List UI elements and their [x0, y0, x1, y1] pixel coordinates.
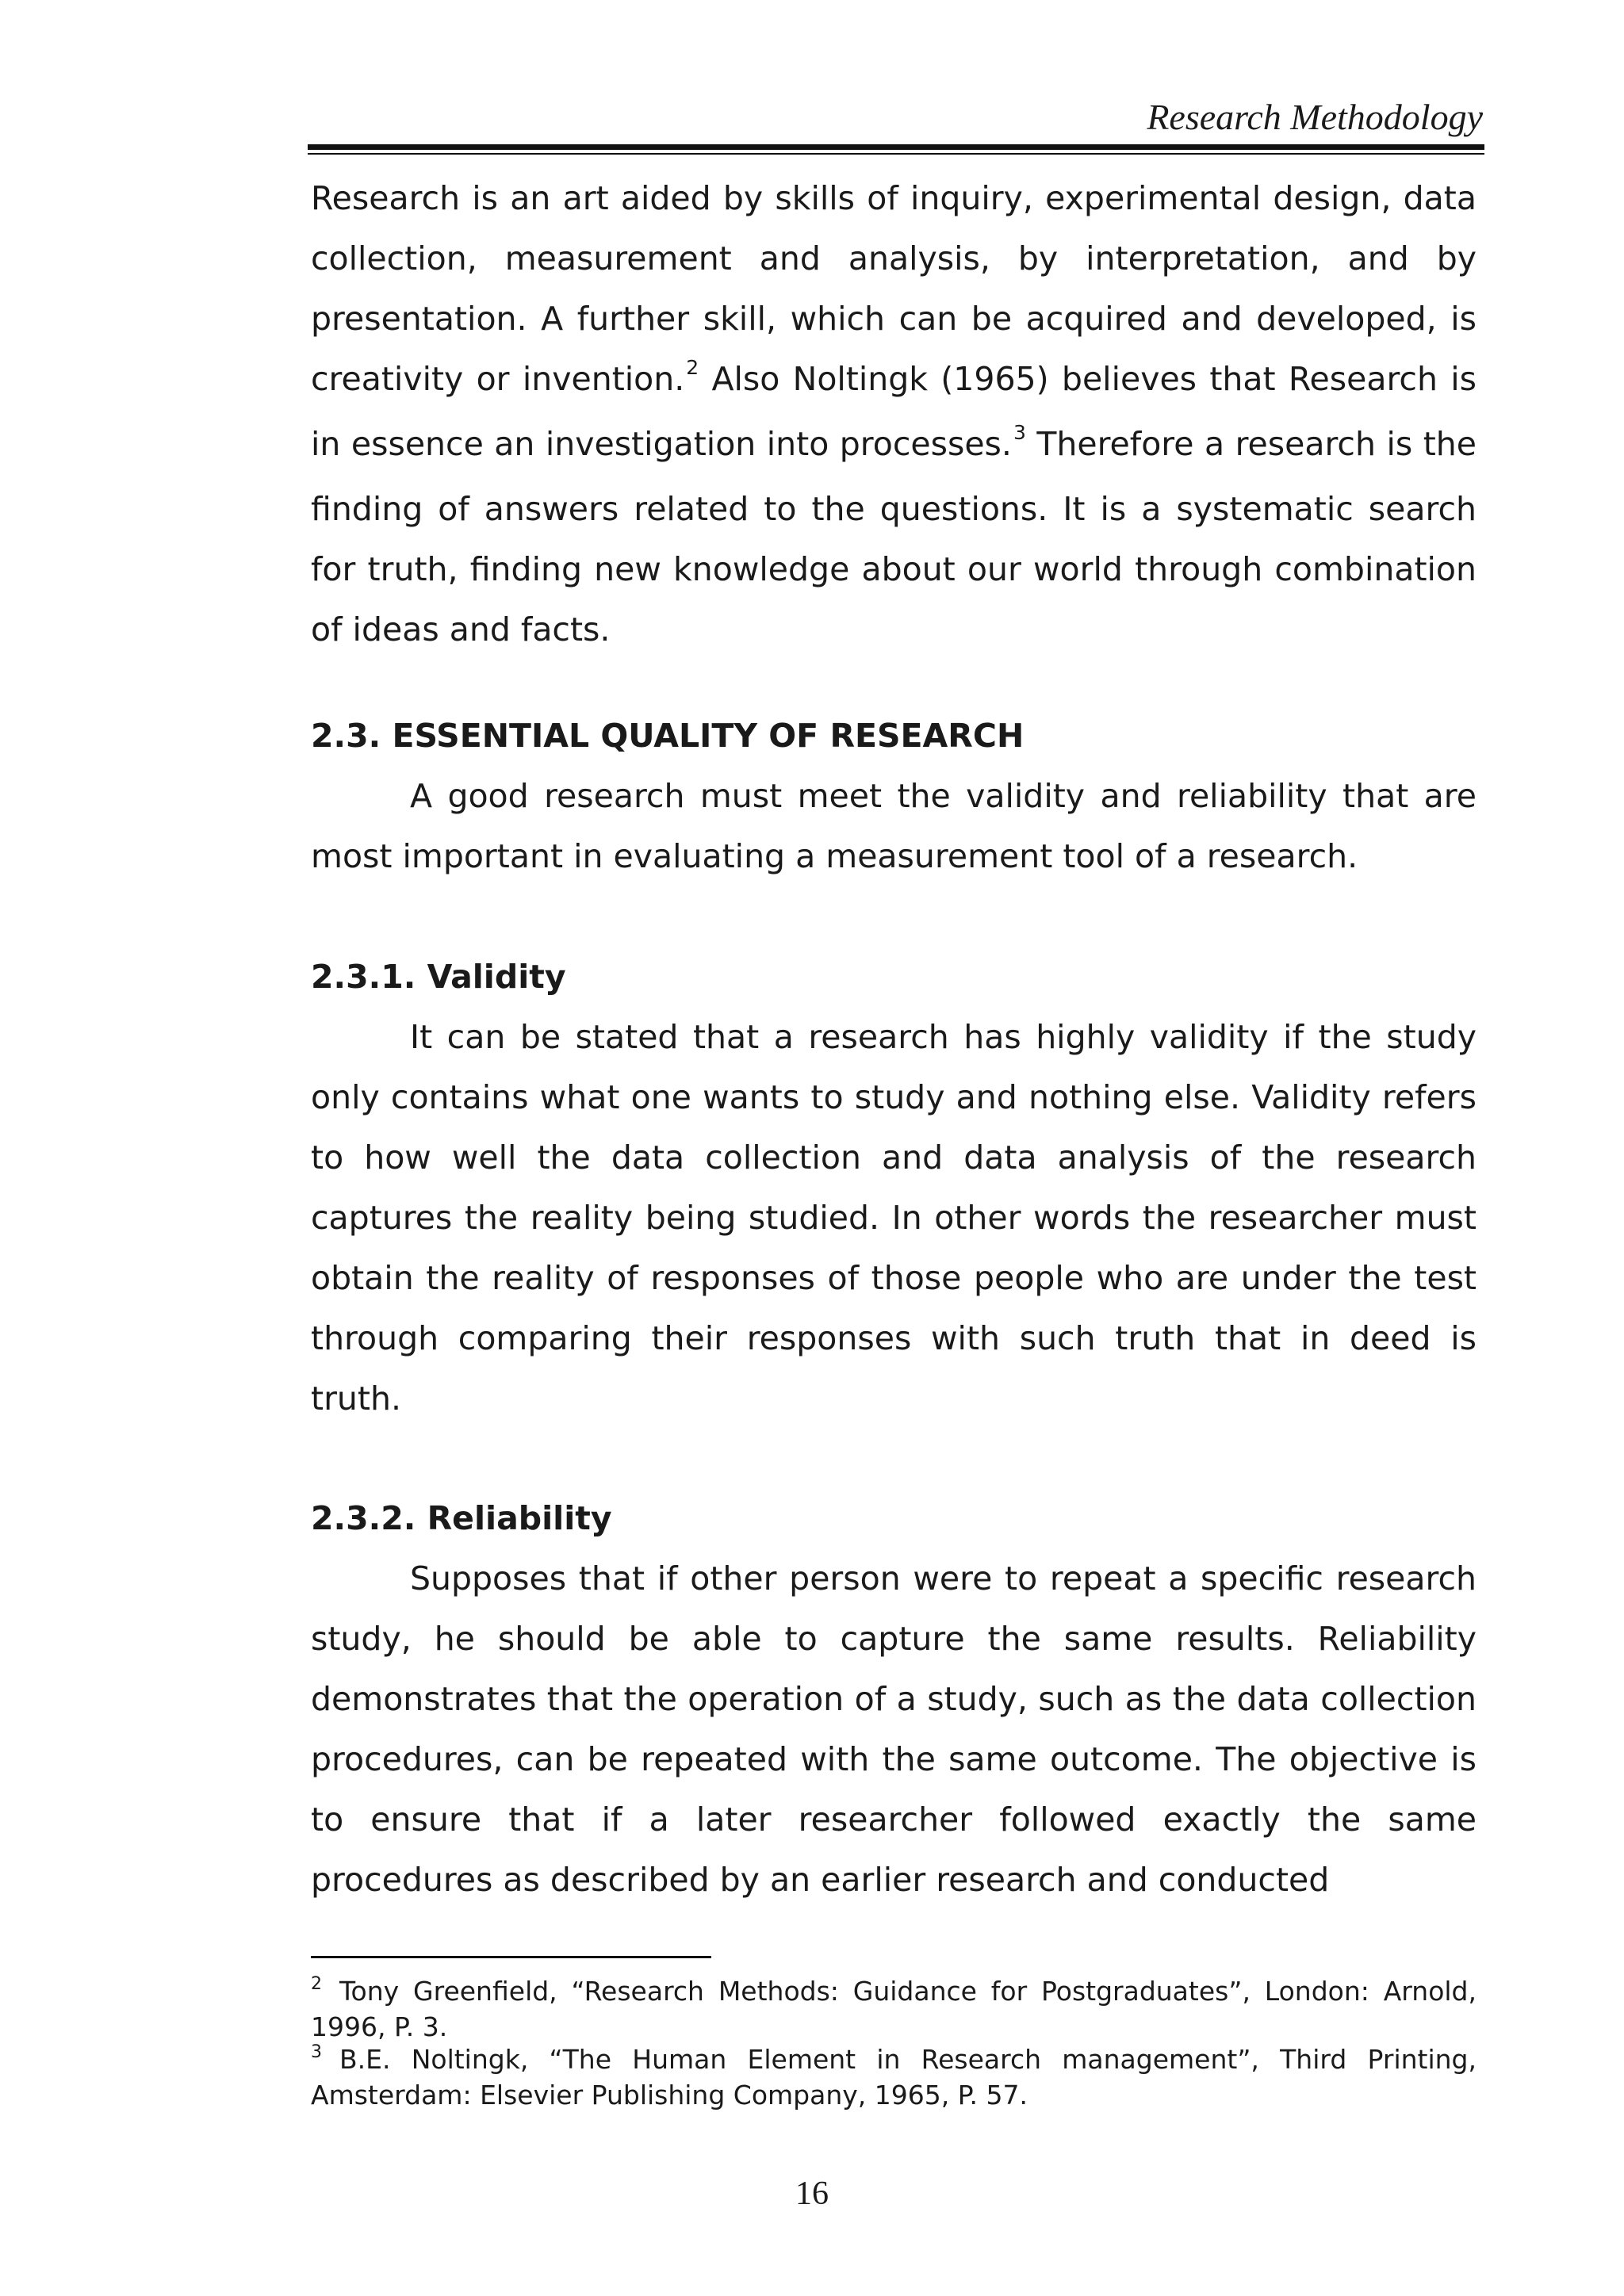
footnote-mark: 2	[311, 1974, 322, 1994]
section-paragraph: A good research must meet the validity and reliability that are most important in evaluating a measurement tool of a research.	[311, 777, 1477, 875]
footnote-2	[311, 1976, 1477, 2043]
intro-text-part2: Also Noltingk (1965) believes that Research is in essence an investigation into processes.	[311, 360, 1477, 463]
footnote-mark: 3	[311, 2042, 322, 2062]
section-heading: 2.3. ESSENTIAL QUALITY OF RESEARCH	[311, 717, 1025, 755]
validity-paragraph: It can be stated that a research has highly validity if the study only contains what one wants to study and nothing else. Validity refers to how well the data collection and data analysis of the research captures the reality being studied. In other words the researcher must obtain the reality of responses of those people who are under the test through comparing their responses with such truth that in deed is truth.	[311, 1018, 1477, 1418]
header-rule-thin	[308, 153, 1484, 155]
footnote-ref-3[interactable]: 3	[1013, 421, 1026, 444]
footnote-text: Tony Greenfield, “Research Methods: Guidance for Postgraduates”, London: Arnold, 1996, P. 3.	[311, 1976, 1477, 2042]
intro-text-part3: Therefore a research is the finding of answers related to the questions. It is a systematic search for truth, finding new knowledge about our world through combination of ideas and facts.	[311, 425, 1477, 649]
intro-text-part1: Research is an art aided by skills of inquiry, experimental design, data collection, measurement and analysis, by interpretation, and by presentation. A further skill, which can be acquired and developed, is creativity or invention.	[311, 179, 1477, 398]
validity-heading: 2.3.1. Validity	[311, 958, 566, 996]
reliability-heading: 2.3.2. Reliability	[311, 1499, 612, 1537]
page-number: 16	[795, 2175, 829, 2212]
running-header: Research Methodology	[1147, 97, 1483, 137]
footnote-separator	[311, 1956, 711, 1958]
intro-paragraph	[311, 168, 1477, 660]
footnote-ref-2[interactable]: 2	[686, 356, 699, 379]
header-rule-thick	[308, 144, 1484, 150]
footnote-text: B.E. Noltingk, “The Human Element in Research management”, Third Printing, Amsterdam: Elsevier Publishing Company, 1965, P. 57.	[311, 2044, 1477, 2110]
reliability-paragraph: Supposes that if other person were to repeat a specific research study, he should be able to capture the same results. Reliability demonstrates that the operation of a study, such as the data collection procedures, can be repeated with the same outcome. The objective is to ensure that if a later researcher followed exactly the same procedures as described by an earlier research and conducted	[311, 1559, 1477, 1899]
footnote-3	[311, 2044, 1477, 2111]
